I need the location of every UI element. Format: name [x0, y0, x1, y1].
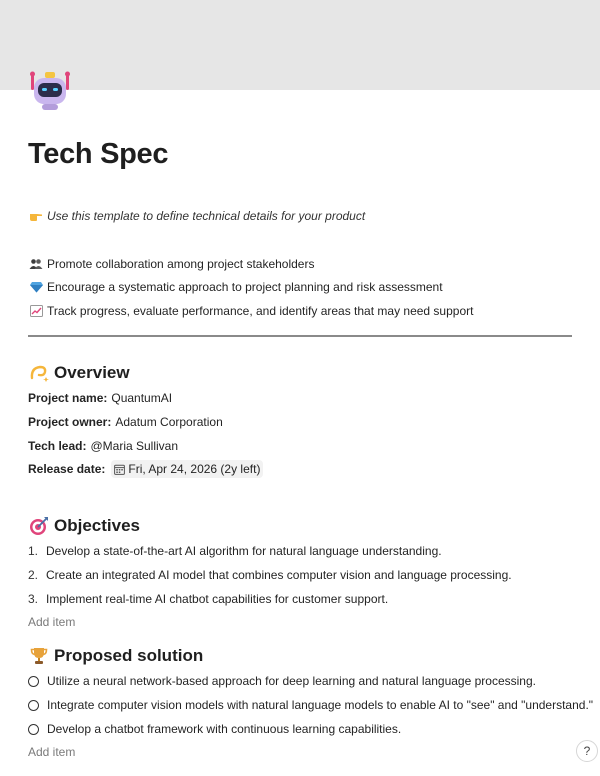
- intro-bullet[interactable]: [28, 302, 473, 320]
- add-item-button[interactable]: Add item: [28, 745, 76, 759]
- page-cover[interactable]: [0, 0, 600, 90]
- overview-heading[interactable]: Overview: [28, 361, 130, 385]
- trophy-icon: [28, 645, 50, 667]
- target-icon: [28, 515, 50, 537]
- date-chip[interactable]: Fri, Apr 24, 2026 (2y left): [111, 460, 263, 478]
- page-title[interactable]: Tech Spec: [28, 138, 169, 170]
- checkbox[interactable]: [28, 700, 39, 711]
- list-item[interactable]: 2. Create an integrated AI model that combines computer vision and language processing.: [28, 568, 512, 582]
- overview-field-release-date[interactable]: Release date: Fri, Apr 24, 2026 (2y left): [28, 460, 263, 478]
- overview-field-project-owner[interactable]: Project owner: Adatum Corporation: [28, 415, 223, 429]
- calendar-icon: [114, 464, 125, 475]
- dizzy-icon: [28, 362, 50, 384]
- help-button[interactable]: ?: [576, 740, 598, 762]
- intro-bullet-text: Encourage a systematic approach to project planning and risk assessment: [47, 280, 443, 294]
- add-item-button[interactable]: Add item: [28, 615, 76, 629]
- intro-note[interactable]: [28, 207, 365, 225]
- chart-icon: [28, 303, 44, 319]
- divider: [28, 335, 572, 337]
- list-item[interactable]: 1. Develop a state-of-the-art AI algorithm for natural language understanding.: [28, 544, 442, 558]
- intro-bullet-text: Promote collaboration among project stakeholders: [47, 257, 315, 271]
- diamond-icon: [28, 279, 44, 295]
- mention-link[interactable]: @Maria Sullivan: [90, 439, 179, 453]
- checklist-item[interactable]: Utilize a neural network-based approach for deep learning and natural language processing.: [28, 672, 536, 690]
- intro-bullet-text: Track progress, evaluate performance, and identify areas that may need support: [47, 304, 474, 318]
- checkbox[interactable]: [28, 676, 39, 687]
- solution-heading[interactable]: Proposed solution: [28, 644, 203, 668]
- intro-bullet[interactable]: [28, 255, 314, 273]
- pointing-hand-icon: [28, 208, 44, 224]
- intro-note-text: Use this template to define technical details for your product: [47, 209, 366, 223]
- checklist-item[interactable]: Integrate computer vision models with natural language models to enable AI to "see" and "understand.": [28, 696, 593, 714]
- people-icon: [28, 256, 44, 272]
- overview-field-project-name[interactable]: Project name: QuantumAI: [28, 391, 173, 405]
- intro-bullet[interactable]: [28, 278, 443, 296]
- overview-field-tech-lead[interactable]: Tech lead: @Maria Sullivan: [28, 439, 179, 453]
- checklist-item[interactable]: Develop a chatbot framework with continuous learning capabilities.: [28, 720, 401, 738]
- checkbox[interactable]: [28, 724, 39, 735]
- objectives-heading[interactable]: Objectives: [28, 514, 140, 538]
- list-item[interactable]: 3. Implement real-time AI chatbot capabilities for customer support.: [28, 592, 389, 606]
- robot-icon[interactable]: [28, 70, 72, 114]
